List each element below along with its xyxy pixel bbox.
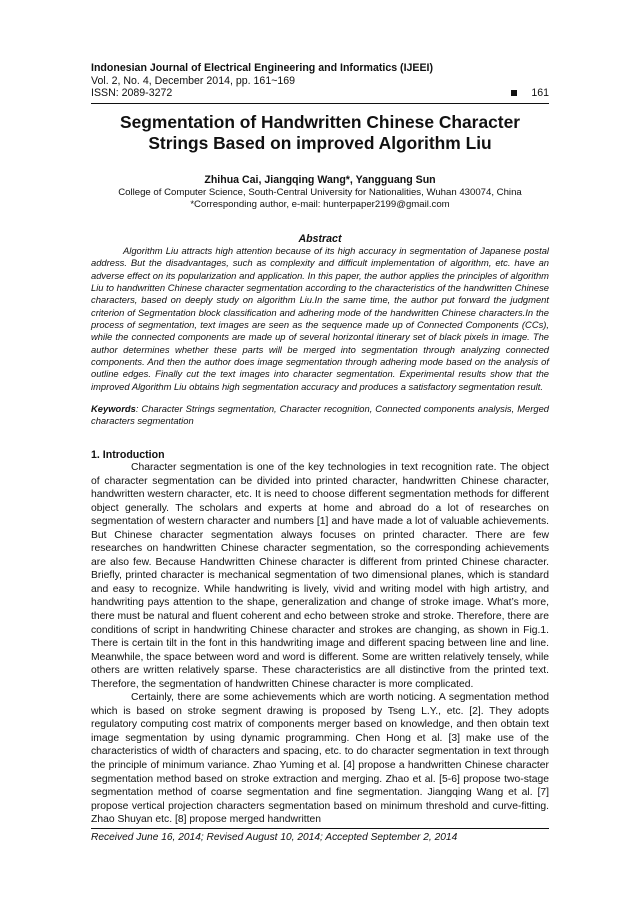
introduction-body: [91, 461, 549, 827]
received-dates-footer: Received June 16, 2014; Revised August 10, 2014; Accepted September 2, 2014: [91, 832, 458, 843]
footer-rule: [91, 828, 549, 829]
abstract-text: Algorithm Liu attracts high attention because of its high accuracy in segmentation of Japanese postal address. But the disadvantages, such as complexity and difficult implementation of algorithm, etc. have an adverse effect on its popularization and application. In this paper, the author applies the principles of algorithm Liu to handwritten Chinese character segmentation according to the characteristics of the handwritten Chinese characters, based on deeply study on algorithm Liu.In the same time, the author put forward the judgment criterion of Segmentation block classification and adhering mode of the handwritten Chinese characters.In the process of segmentation, text images are seen as the sequence made up of Connected Components (CCs), while the connected components are made up of several horizontal itinerary set of black pixels in image. The author determines whether these parts will be merged into segmentation through analyzing connected components. And then the author does image segmentation through adhering mode based on the analysis of outline edges. Finally cut the text images into character segmentation. Experimental results show that the improved Algorithm Liu obtains high segmentation accuracy and produces a satisfactory segmentation result.: [91, 245, 549, 392]
title-line-1: Segmentation of Handwritten Chinese Character: [119, 112, 521, 132]
paper-title: [91, 112, 549, 154]
square-bullet-icon: [511, 90, 517, 96]
affiliation: College of Computer Science, South-Central University for Nationalities, Wuhan 430074, China: [118, 187, 522, 198]
keywords-label: Keywords: [91, 403, 136, 414]
issn: ISSN: 2089-3272: [91, 87, 173, 100]
title-line-2: Strings Based on improved Algorithm Liu: [148, 133, 492, 153]
intro-paragraph-1: Character segmentation is one of the key technologies in text recognition rate. The object of character segmentation can be divided into printed character, handwritten Chinese character, handwritten western character, etc. It is need to choose different segmentation methods for different object generally. The scholars and experts at home and abroad do a lot of researches on segmentation of western character and numbers [1] and have made a lot of valuable achievements. But Chinese character segmentation always focuses on printed character. There are few researches on handwritten Chinese character segmentation, so the corresponding achievements are also few. Because Handwritten Chinese character is different from printed Chinese character. Briefly, printed character is mechanical segmentation of two dimensional planes, which is standard and easy to recognize. While handwriting is lively, vivid and writing model with high artistry, and handwriting pays attention to the shape, generalization and change of stroke image. What’s more, there must be natural and fluent coherent and echo between stroke and stroke. Therefore, there are conditions of script in handwriting Chinese character and strokes are changing, as shown in Fig.1. There is certain tilt in the font in this handwriting image and different spacing between line and line. Meanwhile, the space between word and word is different. Some are written relatively tensely, while others are written relatively sparse. These characteristics are all distinctive from the printed text. Therefore, the segmentation of handwritten Chinese character is more complicated.: [91, 462, 549, 690]
email-label: e-mail:: [291, 199, 324, 210]
journal-name: Indonesian Journal of Electrical Engineering and Informatics (IJEEI): [91, 62, 434, 74]
header-rule: [91, 103, 549, 104]
abstract-heading: Abstract: [298, 233, 342, 245]
section-heading-introduction: 1. Introduction: [91, 449, 165, 461]
keywords: [91, 403, 549, 428]
journal-header: [91, 62, 549, 100]
page-number-group: [511, 87, 549, 100]
author-list: Zhihua Cai, Jiangqing Wang*, Yangguang Sun: [204, 174, 436, 186]
correspondence-line: [91, 199, 549, 210]
issn-row: [91, 87, 549, 100]
volume-info: Vol. 2, No. 4, December 2014, pp. 161~169: [91, 74, 296, 87]
intro-paragraph-2: Certainly, there are some achievements which are worth noticing. A segmentation method which is based on stroke segment drawing is proposed by Tseng L.Y., etc. [2]. They adopts regulatory computing cost matrix of components merger based on knowledge, and then obtain text image segmentation by using dynamic programming. Chen Hong et al. [3] make use of the characteristics of width of characters and spacing, etc. to do character segmentation in text through the principle of minimum variance. Zhao Yuming et al. [4] propose a handwritten Chinese character segmentation method based on stroke extraction and merging. Zhao et al. [5-6] propose two-stage segmentation method of coarse segmentation and fine segmentation. Jiangqing Wang et al. [7] propose vertical projection characters segmentation based on minimum threshold and curve-fitting. Zhao Shuyan etc. [8] propose merged handwritten: [91, 692, 549, 826]
email-address[interactable]: hunterpaper2199@gmail.com: [323, 199, 450, 210]
keywords-text: : Character Strings segmentation, Character recognition, Connected components analysis, Merged characters segmentation: [91, 403, 549, 427]
page-number: 161: [531, 87, 549, 100]
correspondence-prefix: *Corresponding author,: [190, 199, 292, 210]
